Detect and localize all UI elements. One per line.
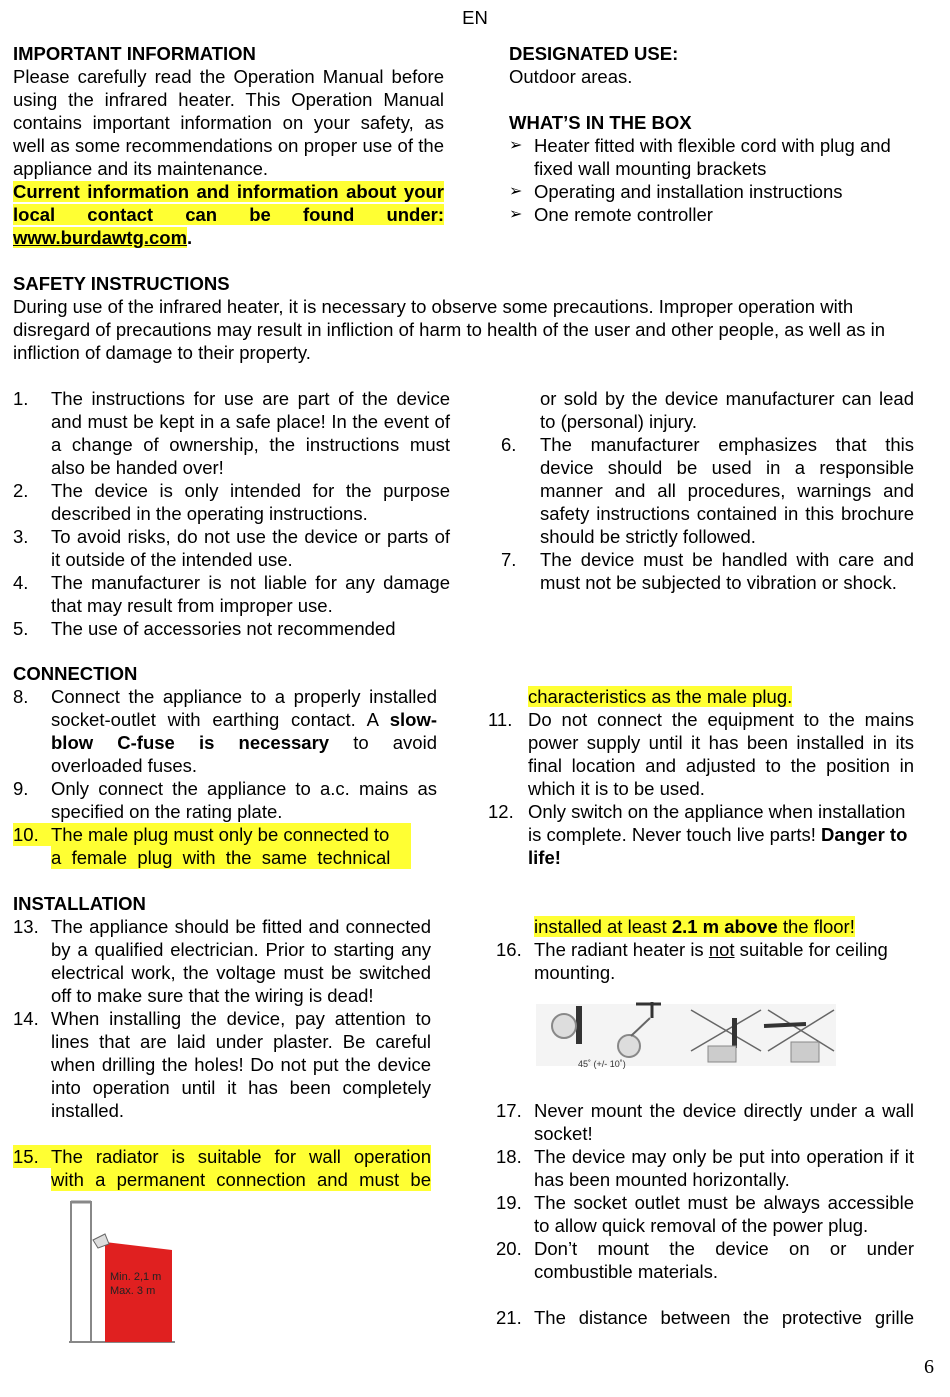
heater-icon xyxy=(618,1035,640,1057)
box-item: ➢ Operating and installation instructions xyxy=(509,181,843,202)
angle-label: 45˚ (+/- 10˚) xyxy=(578,1059,626,1069)
connection-title: CONNECTION xyxy=(13,663,138,684)
safety-list-right xyxy=(501,433,914,594)
link-period: . xyxy=(187,227,193,248)
list-item: 16. The radiant heater is not suitable for ceiling mounting. xyxy=(496,939,888,983)
list-item: 7. The device must be handled with care and must not be subjected to vibration or shock. xyxy=(501,549,914,593)
designated-section xyxy=(509,42,929,226)
list-item-15: 15. The radiator is suitable for wall operation with a permanent connection and must be xyxy=(13,1146,431,1190)
installation-list-left xyxy=(13,915,431,1122)
safety-title: SAFETY INSTRUCTIONS xyxy=(13,273,230,294)
list-item: 5. The use of accessories not recommended xyxy=(13,618,396,639)
installation-list-right-b xyxy=(496,1099,914,1329)
list-item: 4. The manufacturer is not liable for any damage that may result from improper use. xyxy=(13,572,450,616)
list-item: 8. Connect the appliance to a properly installed socket-outlet with earthing contact. A slow-blow C-fuse is necessary to avoid overloaded fuses. xyxy=(13,686,437,776)
designated-title: DESIGNATED USE: xyxy=(509,43,679,64)
safety-intro: During use of the infrared heater, it is necessary to observe some precautions. Improper operation with disregard of precautions may result in infliction of harm to health of the user and other people, as well as in infliction of damage to their property. xyxy=(13,296,886,363)
arrow-icon: ➢ xyxy=(509,183,523,200)
box-title: WHAT’S IN THE BOX xyxy=(509,112,692,133)
list-item-10: 10. The male plug must only be connected to a female plug with the same technical xyxy=(13,824,391,868)
list-item: 21. The distance between the protective grille xyxy=(496,1307,914,1328)
min-height-label: Min. 2,1 m xyxy=(110,1271,162,1283)
arrow-icon: ➢ xyxy=(509,206,523,223)
list-item: 18. The device may only be put into operation if it has been mounted horizontally. xyxy=(496,1146,914,1190)
installation-list-right-a xyxy=(496,938,914,984)
list-item: 19. The socket outlet must be always accessible to allow quick removal of the power plug. xyxy=(496,1192,914,1236)
list-item: 11. Do not connect the equipment to the mains power supply until it has been installed in its final location and adjusted to the position in which it is to be used. xyxy=(488,709,914,799)
list-item: 3. To avoid risks, do not use the device or parts of it outside of the intended use. xyxy=(13,526,450,570)
list-item: 6. The manufacturer emphasizes that this device should be used in a responsible manner and all procedures, warnings and safety instructions contained in this brochure should be strictly followed. xyxy=(501,434,914,547)
installation-continuation: installed at least 2.1 m above the floor! xyxy=(534,916,855,937)
connection-continuation: characteristics as the male plug. xyxy=(528,686,793,707)
important-highlight-text: Current information and information about your local contact can be found under: xyxy=(13,181,444,225)
website-link[interactable]: www.burdawtg.com xyxy=(13,227,188,248)
list-item: 1. The instructions for use are part of the device and must be kept in a safe place! In the event of a change of ownership, the instructions must also be handed over! xyxy=(13,388,450,478)
connection-list-left xyxy=(13,685,437,823)
heater-icon xyxy=(708,1046,736,1062)
list-item: 17. Never mount the device directly under a wall socket! xyxy=(496,1100,914,1144)
arrow-icon: ➢ xyxy=(509,137,523,154)
list-item: 13. The appliance should be fitted and connected by a qualified electrician. Prior to starting any electrical work, the voltage must be switched off to make sure that the wiring is dead! xyxy=(13,916,431,1006)
language-header: EN xyxy=(462,7,488,28)
installation-title: INSTALLATION xyxy=(13,893,146,914)
list-item: 9. Only connect the appliance to a.c. mains as specified on the rating plate. xyxy=(13,778,437,822)
connection-list-right xyxy=(488,708,914,869)
wall-icon xyxy=(71,1202,91,1342)
safety-list-left xyxy=(13,387,450,640)
important-title: IMPORTANT INFORMATION xyxy=(13,43,256,64)
wall-mount-diagram xyxy=(65,1198,180,1346)
list-item: 2. The device is only intended for the purpose described in the operating instructions. xyxy=(13,480,450,524)
mounting-angle-diagram xyxy=(536,996,841,1074)
important-highlight xyxy=(13,180,444,249)
box-list xyxy=(509,134,929,226)
list-item: 20. Don’t mount the device on or under combustible materials. xyxy=(496,1238,914,1282)
important-section xyxy=(13,42,444,249)
heater-icon xyxy=(791,1042,819,1062)
list-item: 14. When installing the device, pay attention to lines that are laid under plaster. Be careful when drilling the holes! Do not put the device into operation until it has been completely installed. xyxy=(13,1008,431,1121)
safety-section xyxy=(13,272,925,364)
max-height-label: Max. 3 m xyxy=(110,1285,156,1297)
list-item: 12. Only switch on the appliance when installation is complete. Never touch live parts! Danger to life! xyxy=(488,801,908,868)
page-number: 6 xyxy=(924,1356,934,1378)
important-text: Please carefully read the Operation Manual before using the infrared heater. This Operation Manual contains important information on your safety, as well as some recommendations on proper use of the appliance and its maintenance. xyxy=(13,66,444,179)
heater-icon xyxy=(552,1014,576,1038)
designated-text: Outdoor areas. xyxy=(509,66,633,87)
safety-continuation: or sold by the device manufacturer can lead to (personal) injury. xyxy=(540,388,914,432)
box-item: ➢ One remote controller xyxy=(509,204,713,225)
box-item: ➢ Heater fitted with flexible cord with plug and fixed wall mounting brackets xyxy=(509,135,891,179)
